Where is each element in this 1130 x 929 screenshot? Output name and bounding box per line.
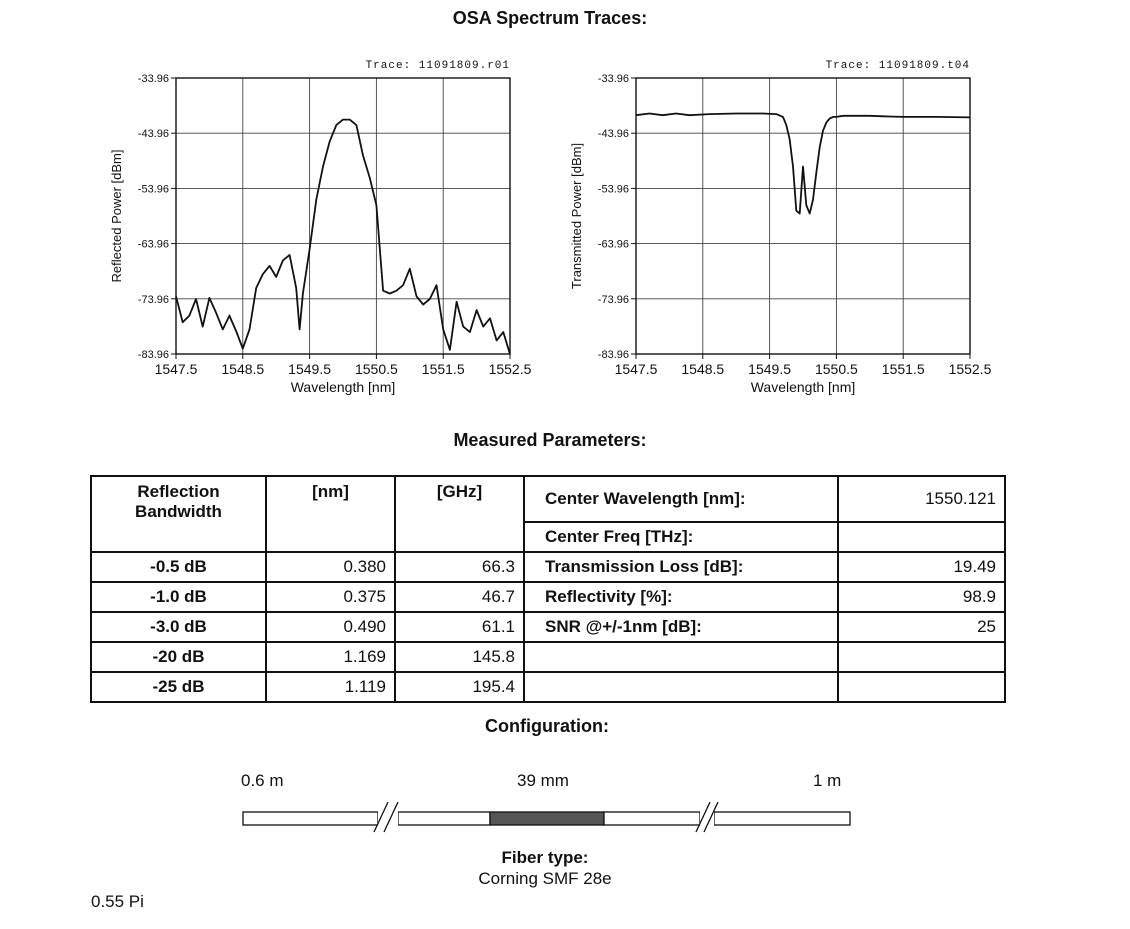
bandwidth-ghz: 195.4: [395, 672, 524, 702]
table-row: [91, 582, 1005, 612]
fiber-configuration-diagram: [238, 800, 858, 850]
y-tick-label: -83.96: [137, 349, 169, 361]
param-value: 98.9: [838, 582, 1005, 612]
x-tick-label: 1551.5: [881, 361, 925, 377]
header-nm: [nm]: [266, 476, 395, 522]
fiber-type-value: Corning SMF 28e: [478, 869, 612, 888]
y-tick-label: -73.96: [137, 293, 169, 306]
table-row: [91, 552, 1005, 582]
transmitted-spectrum-chart: [569, 60, 992, 395]
param-value: [838, 642, 1005, 672]
x-tick-label: 1548.5: [681, 361, 725, 377]
fiber-segment-right: [714, 812, 850, 825]
bandwidth-level: -3.0 dB: [91, 612, 266, 642]
trace-id: Trace: 11091809.t04: [825, 60, 970, 72]
y-tick-label: -43.96: [597, 128, 629, 141]
param-label: Reflectivity [%]:: [524, 582, 838, 612]
x-tick-label: 1549.5: [748, 361, 792, 377]
param-label: SNR @+/-1nm [dB]:: [524, 612, 838, 642]
param-value: [838, 522, 1005, 552]
measured-parameters-title: Measured Parameters:: [453, 430, 647, 450]
fiber-segment-middle-left: [398, 812, 490, 825]
y-tick-label: -63.96: [137, 238, 169, 251]
param-value: 1550.121: [838, 476, 1005, 522]
y-axis-label: Transmitted Power [dBm]: [569, 142, 584, 290]
y-tick-label: -53.96: [137, 183, 169, 196]
fiber-segment-left: [243, 812, 378, 825]
bandwidth-ghz: 145.8: [395, 642, 524, 672]
y-tick-label: -33.96: [137, 73, 169, 85]
table-header-row-2: [91, 522, 1005, 552]
table-row: [91, 672, 1005, 702]
header-ghz: [GHz]: [395, 476, 524, 522]
param-value: 25: [838, 612, 1005, 642]
page-title: OSA Spectrum Traces:: [452, 8, 648, 28]
x-tick-label: 1548.5: [221, 361, 265, 377]
bandwidth-nm: 0.380: [266, 552, 395, 582]
param-label: Transmission Loss [dB]:: [524, 552, 838, 582]
y-tick-label: -43.96: [137, 128, 169, 141]
configuration-title: Configuration:: [485, 716, 609, 736]
footnote: 0.55 Pi: [91, 892, 144, 911]
spectrum-charts: [0, 0, 1130, 410]
bandwidth-level: -0.5 dB: [91, 552, 266, 582]
table-row: [91, 612, 1005, 642]
reflected-spectrum-chart: [109, 60, 532, 395]
x-tick-label: 1552.5: [488, 361, 532, 377]
param-value: 19.49: [838, 552, 1005, 582]
right-fiber-length: 1 m: [813, 771, 842, 790]
y-tick-label: -83.96: [597, 349, 629, 361]
table-header-row: [91, 476, 1005, 522]
bandwidth-ghz: 46.7: [395, 582, 524, 612]
bandwidth-level: -25 dB: [91, 672, 266, 702]
param-label: Center Wavelength [nm]:: [524, 476, 838, 522]
bandwidth-level: -20 dB: [91, 642, 266, 672]
fiber-type-title: Fiber type:: [501, 848, 589, 867]
x-tick-label: 1550.5: [354, 361, 398, 377]
param-value: [838, 672, 1005, 702]
y-tick-label: -53.96: [597, 183, 629, 196]
bandwidth-nm: 1.169: [266, 642, 395, 672]
param-label: Center Freq [THz]:: [524, 522, 838, 552]
x-axis-label: Wavelength [nm]: [750, 379, 856, 395]
y-tick-label: -33.96: [597, 73, 629, 85]
x-axis-label: Wavelength [nm]: [290, 379, 396, 395]
bandwidth-level: -1.0 dB: [91, 582, 266, 612]
x-tick-label: 1547.5: [614, 361, 658, 377]
grating-length: 39 mm: [517, 771, 569, 790]
x-tick-label: 1551.5: [421, 361, 465, 377]
x-tick-label: 1550.5: [814, 361, 858, 377]
fiber-bragg-grating: [490, 812, 604, 825]
y-axis-label: Reflected Power [dBm]: [109, 149, 124, 283]
plot-frame: [636, 78, 970, 354]
x-tick-label: 1552.5: [948, 361, 992, 377]
header-reflection-bandwidth: Reflection Bandwidth: [91, 476, 266, 522]
bandwidth-nm: 1.119: [266, 672, 395, 702]
bandwidth-ghz: 66.3: [395, 552, 524, 582]
y-tick-label: -63.96: [597, 238, 629, 251]
bandwidth-ghz: 61.1: [395, 612, 524, 642]
left-fiber-length: 0.6 m: [241, 771, 284, 790]
spectrum-trace-line: [176, 120, 510, 355]
x-tick-label: 1547.5: [154, 361, 198, 377]
measured-parameters-table: [90, 475, 1006, 703]
param-label: [524, 672, 838, 702]
bandwidth-nm: 0.490: [266, 612, 395, 642]
trace-id: Trace: 11091809.r01: [365, 60, 510, 72]
y-tick-label: -73.96: [597, 293, 629, 306]
spectrum-trace-line: [636, 114, 970, 214]
param-label: [524, 642, 838, 672]
bandwidth-nm: 0.375: [266, 582, 395, 612]
fiber-segment-middle-right: [604, 812, 700, 825]
x-tick-label: 1549.5: [288, 361, 332, 377]
table-row: [91, 642, 1005, 672]
